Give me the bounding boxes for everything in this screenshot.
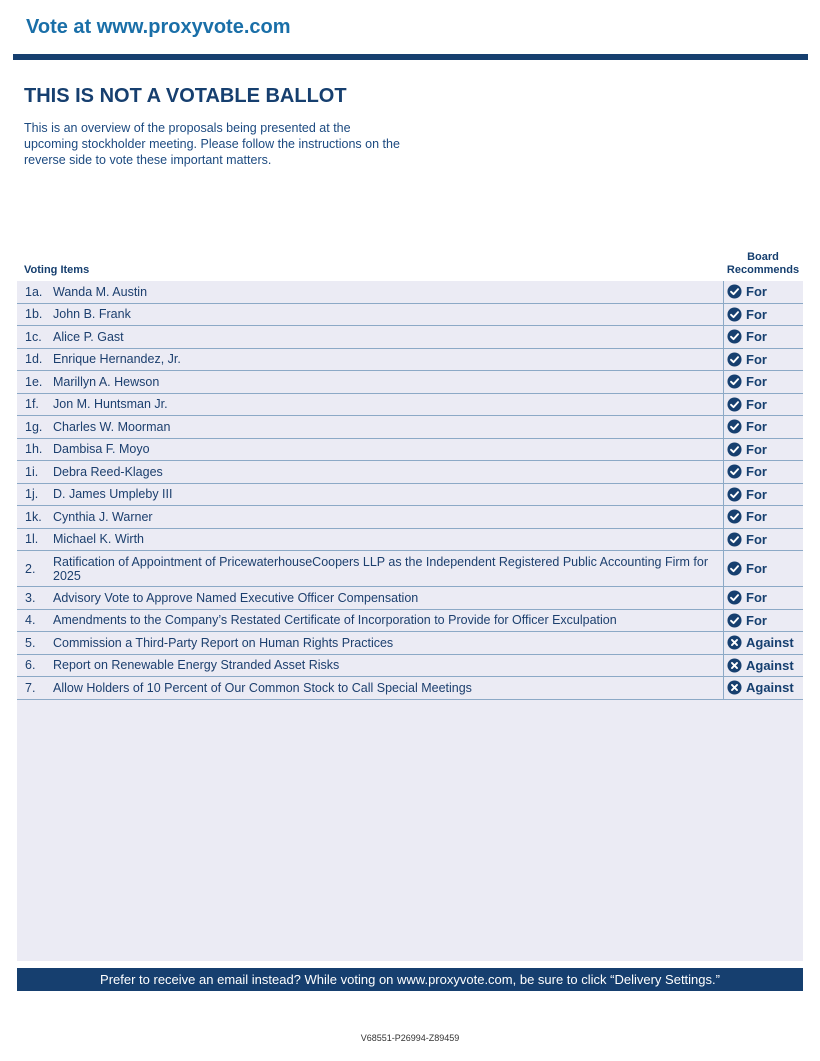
- check-circle-icon: [727, 487, 746, 502]
- board-recommendation: [723, 587, 803, 609]
- table-row: [17, 506, 803, 529]
- table-row: [17, 587, 803, 610]
- item-number: 1i.: [25, 464, 39, 479]
- board-recommendation: [723, 677, 803, 699]
- board-recommendation: [723, 506, 803, 528]
- voting-items-table: [17, 281, 803, 700]
- recommendation-label: For: [746, 329, 767, 345]
- x-circle-icon: [727, 635, 746, 650]
- table-row: [17, 281, 803, 304]
- table-row: [17, 655, 803, 678]
- table-row: [17, 371, 803, 394]
- board-recommendation: [723, 484, 803, 506]
- table-row: [17, 461, 803, 484]
- page-title: THIS IS NOT A VOTABLE BALLOT: [24, 85, 347, 107]
- item-text: Commission a Third-Party Report on Human Rights Practices: [53, 635, 394, 650]
- x-circle-icon: [727, 658, 746, 673]
- recommendation-label: For: [746, 374, 767, 390]
- recommendation-label: Against: [746, 635, 794, 651]
- item-number: 3.: [25, 590, 36, 605]
- item-number: 6.: [25, 658, 36, 673]
- recommendation-label: For: [746, 531, 767, 547]
- check-circle-icon: [727, 284, 746, 299]
- item-text: Marillyn A. Hewson: [53, 374, 160, 389]
- board-recommendation: [723, 394, 803, 416]
- recommendation-label: For: [746, 306, 767, 322]
- board-recommendation: [723, 349, 803, 371]
- check-circle-icon: [727, 613, 746, 628]
- recommendation-label: Against: [746, 657, 794, 673]
- item-number: 1e.: [25, 374, 43, 389]
- recommendation-label: For: [746, 612, 767, 628]
- board-recommendation: [723, 304, 803, 326]
- table-row: [17, 304, 803, 327]
- item-text: Alice P. Gast: [53, 329, 124, 344]
- item-text: Debra Reed-Klages: [53, 464, 163, 479]
- table-row: [17, 677, 803, 700]
- table-row: [17, 551, 803, 587]
- recommendation-label: For: [746, 284, 767, 300]
- item-text: Ratification of Appointment of PricewaterhouseCoopers LLP as the Independent Registered Public Accounting Firm for 2025: [53, 554, 709, 583]
- delivery-settings-text: Prefer to receive an email instead? While voting on www.proxyvote.com, be sure to click “Delivery Settings.”: [100, 972, 720, 987]
- recommendation-label: For: [746, 441, 767, 457]
- board-header-line2: Recommends: [726, 264, 800, 276]
- item-text: Charles W. Moorman: [53, 419, 171, 434]
- item-number: 1a.: [25, 284, 43, 299]
- voting-items-header: Voting Items: [24, 264, 90, 276]
- item-number: 1k.: [25, 509, 42, 524]
- recommendation-label: For: [746, 561, 767, 576]
- board-recommendation: [723, 610, 803, 632]
- board-recommendation: [723, 655, 803, 677]
- recommendation-label: For: [746, 351, 767, 367]
- board-recommendation: [723, 371, 803, 393]
- check-circle-icon: [727, 509, 746, 524]
- table-row: [17, 484, 803, 507]
- item-number: 1c.: [25, 329, 42, 344]
- check-circle-icon: [727, 561, 746, 576]
- board-recommendation: [723, 281, 803, 303]
- recommendation-label: For: [746, 590, 767, 606]
- item-number: 1g.: [25, 419, 43, 434]
- item-number: 1l.: [25, 532, 39, 547]
- item-number: 4.: [25, 613, 36, 628]
- item-text: Cynthia J. Warner: [53, 509, 153, 524]
- item-number: 2.: [25, 561, 36, 576]
- table-row: [17, 632, 803, 655]
- board-recommendation: [723, 529, 803, 551]
- item-text: Report on Renewable Energy Stranded Asset Risks: [53, 658, 340, 673]
- document-code: V68551-P26994-Z89459: [360, 1033, 460, 1043]
- check-circle-icon: [727, 352, 746, 367]
- check-circle-icon: [727, 590, 746, 605]
- check-circle-icon: [727, 419, 746, 434]
- recommendation-label: For: [746, 419, 767, 435]
- board-recommendation: [723, 416, 803, 438]
- item-text: Advisory Vote to Approve Named Executive Officer Compensation: [53, 590, 419, 605]
- table-row: [17, 326, 803, 349]
- check-circle-icon: [727, 307, 746, 322]
- header-rule: [13, 54, 808, 60]
- check-circle-icon: [727, 464, 746, 479]
- item-text: Allow Holders of 10 Percent of Our Common Stock to Call Special Meetings: [53, 680, 472, 695]
- table-row: [17, 394, 803, 417]
- x-circle-icon: [727, 680, 746, 695]
- item-text: Michael K. Wirth: [53, 532, 144, 547]
- board-recommendation: [723, 326, 803, 348]
- item-number: 1j.: [25, 487, 39, 502]
- recommendation-label: For: [746, 509, 767, 525]
- check-circle-icon: [727, 374, 746, 389]
- board-recommendation: [723, 551, 803, 586]
- item-text: Dambisa F. Moyo: [53, 442, 150, 457]
- item-number: 5.: [25, 635, 36, 650]
- item-text: Wanda M. Austin: [53, 284, 148, 299]
- recommendation-label: For: [746, 464, 767, 480]
- check-circle-icon: [727, 442, 746, 457]
- recommendation-label: Against: [746, 680, 794, 696]
- item-number: 1f.: [25, 397, 39, 412]
- table-row: [17, 416, 803, 439]
- board-recommends-header: [722, 251, 804, 277]
- item-number: 7.: [25, 680, 36, 695]
- recommendation-label: For: [746, 486, 767, 502]
- item-number: 1d.: [25, 352, 43, 367]
- item-text: D. James Umpleby III: [53, 487, 173, 502]
- check-circle-icon: [727, 329, 746, 344]
- item-text: Amendments to the Company’s Restated Certificate of Incorporation to Provide for Officer Exculpation: [53, 613, 617, 628]
- table-row: [17, 610, 803, 633]
- item-text: John B. Frank: [53, 307, 131, 322]
- item-text: Jon M. Huntsman Jr.: [53, 397, 168, 412]
- item-number: 1b.: [25, 307, 43, 322]
- check-circle-icon: [727, 532, 746, 547]
- board-recommendation: [723, 632, 803, 654]
- board-recommendation: [723, 439, 803, 461]
- table-row: [17, 529, 803, 552]
- item-text: Enrique Hernandez, Jr.: [53, 352, 181, 367]
- item-number: 1h.: [25, 442, 43, 457]
- table-row: [17, 349, 803, 372]
- intro-text: This is an overview of the proposals being presented at the upcoming stockholder meeting. Please follow the instructions on the reverse side to vote these important matters.: [24, 121, 400, 167]
- board-recommendation: [723, 461, 803, 483]
- proxyvote-link[interactable]: Vote at www.proxyvote.com: [26, 16, 291, 38]
- recommendation-label: For: [746, 396, 767, 412]
- delivery-settings-banner: [17, 968, 803, 991]
- table-row: [17, 439, 803, 462]
- board-header-line1: Board: [747, 251, 779, 263]
- check-circle-icon: [727, 397, 746, 412]
